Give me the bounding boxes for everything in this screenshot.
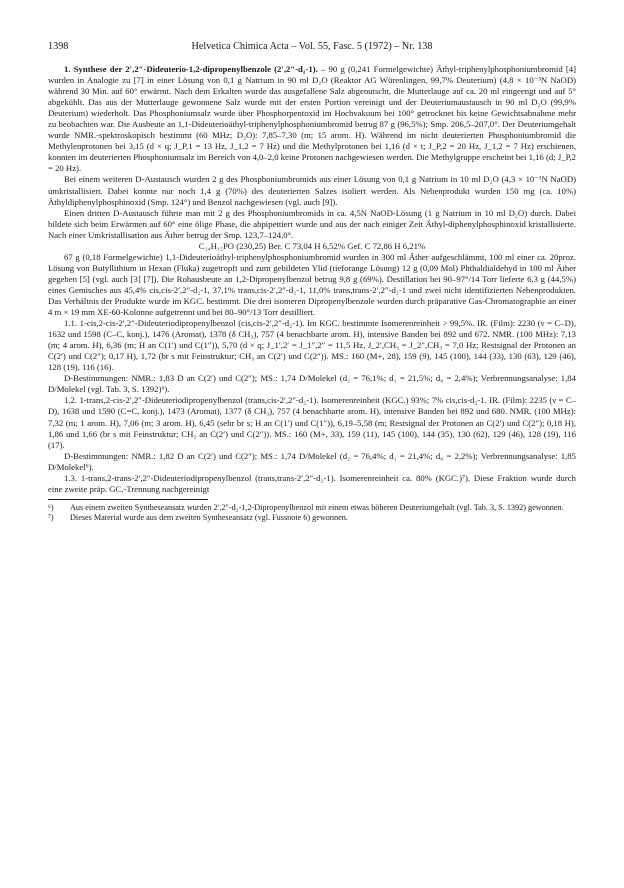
- body-paragraph: 67 g (0,18 Formelgewichte) 1,1-Dideuterioäthyl-triphenylphosphoniumbromid wurden in 300 ml Äther aufgeschlämmt, 100 ml einer ca. 20proz. Lösung von Butyllithium in Hexan (Fluka) zugetropft und zum gebildeten Ylid (tieforange Lösung) 12 g (0,09 Mol) Phthaldialdehyd in 100 ml Äther gegeben [5] (vgl. auch [3] [7]). Die Rohausbeute an 1,2-Dipropenylbenzol betrug 9,8 g (69%). Destillation bei 90–97°/14 Torr lieferte 6,3 g (44,5%) eines Gemisches aus 45,4% cis,cis-2′,2″-d₂-1, 37,1% trans,cis-2′,2″-d₂-1, 11,0% trans,trans-2′,2″-d₂-1 und zwei nicht identifizierten Nebenprodukten. Das Verhältnis der Produkte wurde im KGC. bestimmt. Die drei isomeren Dipropenylbenzole wurden durch präparative Gas-Chromatographie an einer 4 m × 19 mm XE-60-Kolonne aufgetrennt und bei 80–90°/13 Torr destilliert.: [48, 251, 576, 318]
- d-determination-1-1: D-Bestimmungen: NMR.: 1,83 D an C(2′) und C(2″); MS.: 1,74 D/Molekel (d₂ = 76,1%; d₁ = 21,5%; d₀ = 2,4%); Verbrennungsanalyse: 1,84 D/Molekel (vgl. Tab. 3, S. 1392)⁶).: [48, 373, 576, 395]
- body-paragraph: Einen dritten D-Austausch führte man mit 2 g des Phosphoniumbromids in ca. 4,5N NaOD-Lösung (1 g Natrium in 10 ml D₂O) durch. Dabei bildete sich beim Erwärmen auf 60° eine ölige Phase, die abpipettiert wurde und aus der nach einiger Zeit Äthyl-diphenylphosphinoxid kristallisierte. Nach einer Umkristallisation aus Äther betrug der Smp. 123,7–124,0°.: [48, 207, 576, 240]
- footnotes: [48, 499, 576, 524]
- section-heading: 1. Synthese der 2′,2″-Dideuterio-1,2-dipropenylbenzole (2′,2″-d₂-1).: [64, 64, 318, 74]
- footnote-7: [48, 513, 576, 523]
- footnote-text: Dieses Material wurde aus dem zweiten Syntheseansatz (vgl. Fussnote 6) gewonnen.: [70, 513, 348, 523]
- subsection-1-1: 1.1. 1-cis,2-cis-2′,2″-Dideuteriodipropenylbenzol (cis,cis-2′,2″-d₂-1). Im KGC. bestimmte Isomerenreinheit > 99,5%. IR. (Film): 2230 (ν = C–D), 1632 und 1598 (C–C, konj.), 1476 (Aromat), 1378 (δ CH₃), 757 (4 benachbarte arom. H), intensive Banden bei 892 und 672. NMR. (100 MHz): 7,13 (m; 4 arom. H), 6,36 (m; H an C(1′) und C(1″)), 5,70 (d × q; J_1′,2′ = J_1″,2″ = 11,5 Hz, J_2′,CH₃ = J_2″,CH₃ = 7,0 Hz; Restsignal der Protonen an C(2′) und C(2″); 0,17 H), 1,72 (br s mit Feinstruktur; CH₃ an C(2′) und C(2″)). MS.: 160 (M+, 28), 159 (9), 145 (100), 144 (33), 130 (63), 129 (46), 128 (19), 116 (16).: [48, 318, 576, 373]
- footnote-6: [48, 503, 576, 513]
- subsection-1-2: 1.2. 1-trans,2-cis-2′,2″-Dideuteriodipropenylbenzol (trans,cis-2′,2″-d₂-1). Isomerenreinheit (KGC.) 93%; 7% cis,cis-d₂-1. IR. (Film): 2235 (ν = C–D), 1638 und 1590 (C=C, konj.), 1473 (Aromat), 1377 (δ CH₃), 757 (4 benachbarte arom. H), intensive Banden bei 892 und 680. NMR. (100 MHz): 7,32 (m; 1 arom. H), 7,06 (m; 3 arom. H), 6,45 (sehr br s; H an C(1′) und C(1″)), 6,19–5,58 (m; Restsignal der Protonen an C(2′) und C(2″); 0,18 H), 1,86 und 1,66 (br s mit Feinstruktur; CH₃ an C(2′) und C(2″)). MS.: 160 (M+, 33), 159 (11), 145 (100), 144 (35), 130 (62), 129 (46), 128 (19), 116 (17).: [48, 395, 576, 450]
- section-paragraph: [48, 64, 576, 174]
- article-body: [48, 64, 576, 495]
- page-number: 1398: [48, 41, 69, 52]
- footnote-mark: ⁷): [48, 513, 54, 523]
- d-determination-1-2: D-Bestimmungen: NMR.: 1,82 D an C(2′) und C(2″); MS.: 1,74 D/Molekel (d₂ = 76,4%; d₁ = 21,4%; d₀ = 2,2%); Verbrennungsanalyse: 1,85 D/Molekel⁶).: [48, 450, 576, 472]
- footnote-divider: [48, 499, 208, 500]
- elemental-analysis: C₁₄H₁₅PO (230,25) Ber. C 73,04 H 6,52% Gef. C 72,86 H 6,21%: [198, 240, 426, 251]
- subsection-1-3: 1.3. 1-trans,2-trans-2′,2″-Dideuteriodipropenylbenzol (trans,trans-2′,2″-d₂-1). Isomerenreinheit ca. 80% (KGC.)⁷). Diese Fraktion wurde durch eine zweite präp. GC.-Trennung nachgereinigt: [48, 472, 576, 494]
- journal-title: Helvetica Chimica Acta – Vol. 55, Fasc. 5 (1972) – Nr. 138: [191, 41, 433, 52]
- running-header: [48, 40, 576, 54]
- body-paragraph: Bei einem weiteren D-Austausch wurden 2 g des Phosphoniumbromids aus einer Lösung von 0,1 g Natrium in 10 ml D₂O (4,3 × 10⁻¹N NaOD) umkristallisiert. Dabei konnte nur noch 1,4 g (70%) des deuterierten Salzes isoliert werden. Als Nebenprodukt wurden 150 mg (ca. 10%) Äthyldiphenylphosphinoxid (Smp. 124°) und Benzol nachgewiesen (vgl. auch [9]).: [48, 174, 576, 207]
- footnote-text: Aus einem zweiten Syntheseansatz wurden 2′,2″-d₂-1,2-Dipropenylbenzol mit einem etwas höheren Deuteriumgehalt (vgl. Tab. 3, S. 1392) gewonnen.: [70, 502, 564, 512]
- paragraph-text: – 90 g (0,241 Formelgewichte) Äthyl-triphenylphosphoniumbromid [4] wurden in Analogie zu [7] in einer Lösung von 0,1 g Natrium in 90 ml D₂O (Reaktor AG Würenlingen, 99,7% Deuterium) (4,8 × 10⁻³N NaOD) während 30 Min. auf 60° erwärmt. Nach dem Erkalten wurde das ausgefallene Salz abgenutscht, die Mutterlauge auf ca. 20 ml eingeengt und auf 5° abgekühlt. Das aus der Mutterlauge gewonnene Salz wurde mit der ersten Portion vereinigt und der Deuteriumaustausch in 90 ml D₂O (99,9% Deuterium) wiederholt. Das Phosphoniumsalz wurde über Phosphorpentoxid im Hochvakuum bei 100° getrocknet bis keine Gewichtsabnahme mehr zu beobachten war. Die Ausbeute an 1,1-Dideuterioäthyl-triphenylphosphoniumbromid betrug 87 g (96,5%); Smp. 206,5–207,0°. Der Deuteriumgehalt wurde NMR.-spektroskopisch bestimmt (60 MHz; D₂O): 7,85–7,30 (m; 15 arom. H). Während im nicht deuterierten Phosphoniumbromid die Methylenprotonen bei 3,15 (d × q; J_P,1 = 13 Hz, J_1,2 = 7 Hz) und die Methylprotonen bei 1,16 (d × t; J_P,2 = 20 Hz, J_1,2 = 7 Hz) erschienen, konnten im deuterierten Phosphoniumsalz im Bereich von 4,0–2,0 keine Protonen nachgewiesen werden. Die Methylgruppe erscheint bei 1,16 (d; J_P,2 = 20 Hz).: [48, 64, 577, 174]
- footnote-mark: ⁶): [48, 502, 54, 512]
